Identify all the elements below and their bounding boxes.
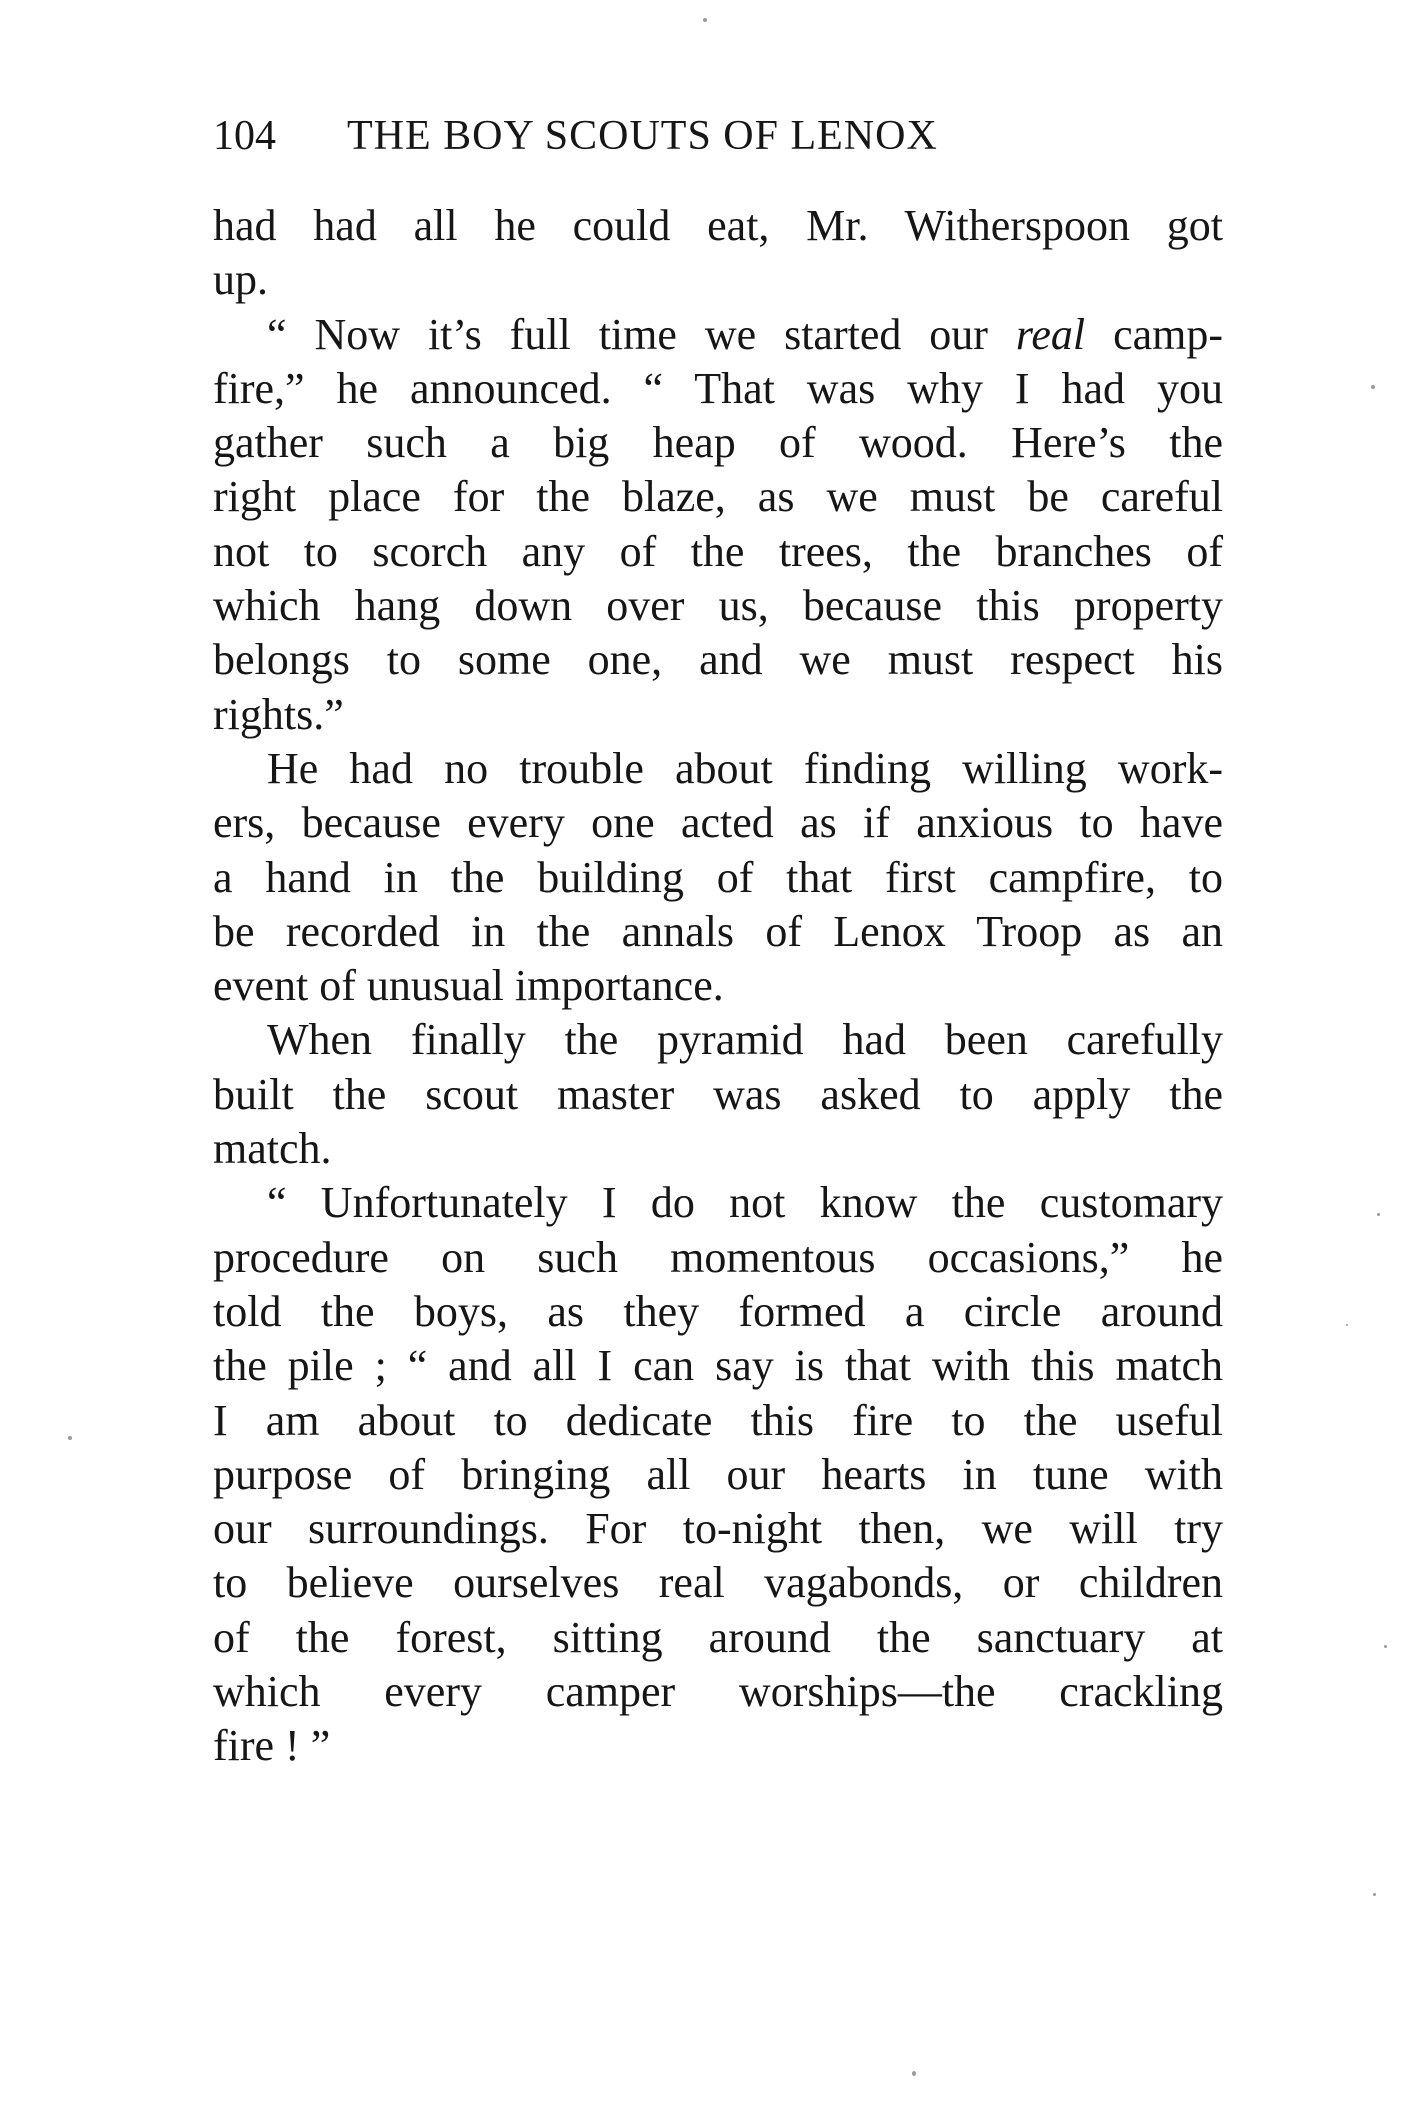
text-line: the pile ; “ and all I can say is that with this match — [213, 1341, 1223, 1391]
text-line: procedure on such momentous occasions,” he — [213, 1232, 1223, 1282]
text-line: up. — [213, 255, 268, 305]
text-line: gather such a big heap of wood. Here’s the — [213, 418, 1223, 468]
text-line: rights.” — [213, 689, 344, 739]
text-line: of the forest, sitting around the sanctuary at — [213, 1612, 1223, 1662]
text-line: fire,” he announced. “ That was why I had you — [213, 363, 1223, 413]
text-line: He had no trouble about finding willing work- — [267, 743, 1223, 793]
text-line: right place for the blaze, as we must be careful — [213, 472, 1223, 522]
text-line: told the boys, as they formed a circle around — [213, 1286, 1223, 1336]
page-header — [213, 112, 1223, 172]
scan-speck — [1377, 1213, 1380, 1216]
text-line: to believe ourselves real vagabonds, or children — [213, 1558, 1223, 1608]
body-text — [213, 199, 1223, 1774]
scan-speck — [1371, 385, 1375, 389]
text-line: which every camper worships—the crackling — [213, 1667, 1223, 1717]
text-line: a hand in the building of that first campfire, to — [213, 852, 1223, 902]
text-line: be recorded in the annals of Lenox Troop as an — [213, 906, 1223, 956]
scan-speck — [68, 1436, 72, 1440]
text-line: I am about to dedicate this fire to the useful — [213, 1395, 1223, 1445]
text-line: not to scorch any of the trees, the branches of — [213, 526, 1223, 576]
scan-speck — [1346, 1324, 1348, 1326]
text-line: which hang down over us, because this property — [213, 581, 1223, 631]
scan-speck — [703, 18, 707, 22]
scan-speck — [1384, 1645, 1387, 1648]
text-line: match. — [213, 1124, 332, 1174]
running-title: THE BOY SCOUTS OF LENOX — [347, 113, 938, 159]
text-line: fire ! ” — [213, 1721, 331, 1771]
scan-speck — [912, 2071, 916, 2076]
text-line: “ Unfortunately I do not know the customary — [267, 1178, 1223, 1228]
text-line: When finally the pyramid had been carefully — [267, 1015, 1223, 1065]
text-line: “ Now it’s full time we started our real camp- — [267, 309, 1224, 359]
text-line: our surroundings. For to-night then, we will try — [213, 1504, 1223, 1554]
text-line: belongs to some one, and we must respect his — [213, 635, 1223, 685]
text-line: had had all he could eat, Mr. Witherspoon got — [213, 201, 1223, 250]
text-line: ers, because every one acted as if anxious to have — [213, 798, 1223, 848]
page-number: 104 — [213, 113, 276, 159]
scan-speck — [1373, 1893, 1376, 1896]
emphasis: real — [1015, 309, 1086, 359]
text-line: built the scout master was asked to apply the — [213, 1069, 1223, 1119]
text-line: purpose of bringing all our hearts in tune with — [213, 1449, 1223, 1499]
text-line: event of unusual importance. — [213, 961, 724, 1011]
